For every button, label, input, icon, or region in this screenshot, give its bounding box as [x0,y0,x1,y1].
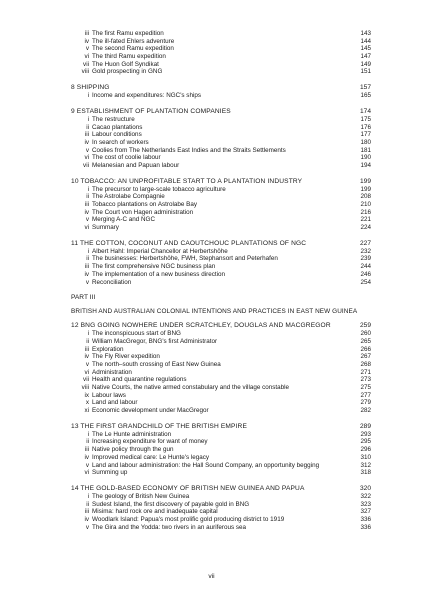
section-title: Land and labour [92,399,138,407]
toc-entry [71,154,371,162]
spacer [71,415,371,423]
toc-entry [71,516,371,524]
section-title: The Le Hunte administration [92,430,172,438]
section-title: Melanesian and Papuan labour [92,161,180,169]
section-numeral: iv [84,515,89,523]
section-title: Summary [92,224,119,232]
page-ref: 194 [360,161,371,169]
toc-entry [71,399,371,407]
section-title: Labour laws [92,391,126,399]
page-ref: 175 [360,115,371,123]
toc-entry [71,279,371,287]
page-ref: 181 [360,146,371,154]
section-title: Labour conditions [92,131,142,139]
section-numeral: iii [84,345,89,353]
section-title: The Fly River expedition [92,353,160,361]
toc-entry [71,330,371,338]
page-ref: 165 [360,92,371,100]
section-numeral: iv [84,208,89,216]
section-numeral: i [87,492,89,500]
chapter-heading [71,240,371,248]
toc-entry [71,255,371,263]
toc-entry [71,68,371,76]
page-ref: 266 [360,345,371,353]
page-ref: 254 [360,278,371,286]
section-numeral: iii [84,508,89,516]
toc-entry [71,209,371,217]
toc-entry [71,446,371,454]
toc-entry [71,462,371,470]
spacer [71,100,371,108]
chapter-title: 9 ESTABLISHMENT OF PLANTATION COMPANIES [71,107,231,115]
section-title: The Huon Golf Syndikat [92,60,159,68]
spacer [71,76,371,84]
page-ref: 157 [359,84,371,92]
section-numeral: v [85,461,89,469]
section-title: Gold prospecting in GNG [92,68,163,76]
chapter-heading [71,423,371,431]
section-numeral: iv [84,353,89,361]
section-title: Land and labour administration: the Hall Sound Company, an opportunity begging [92,461,320,469]
section-title: Misima: hard rock ore and inadequate capital [92,508,218,516]
section-numeral: ii [86,123,89,131]
section-title: The first Ramu expedition [92,30,164,37]
section-numeral: x [85,399,89,407]
toc-entry [71,216,371,224]
page-ref: 227 [359,239,371,247]
part-subtitle: BRITISH AND AUSTRALIAN COLONIAL INTENTIONS AND PRACTICES IN EAST NEW GUINEA [71,308,358,316]
page-ref: 260 [360,330,371,338]
section-title: Native Courts, the native armed constabulary and the village constable [92,384,290,391]
section-title: Reconciliation [92,278,132,286]
section-title: The inconspicuous start of BNG [92,330,181,338]
toc-entry [71,376,371,384]
chapter-title: 14 THE GOLD-BASED ECONOMY OF BRITISH NEW GUINEA AND PAPUA [71,484,305,492]
section-numeral: iv [84,37,89,45]
toc-entry [71,431,371,439]
section-title: Coolies from The Netherlands East Indies and the Straits Settlements [92,146,286,154]
section-numeral: iv [84,270,89,278]
section-title: The Court von Hagen administration [92,208,194,216]
page-number: vii [208,573,215,580]
section-numeral: iii [84,30,89,37]
section-title: Albert Hahl: Imperial Chancellor at Herbertshöhe [92,247,228,255]
toc-entry [71,53,371,61]
toc-entry [71,139,371,147]
section-title: Merging A-C and NGC [92,216,155,224]
page-ref: 265 [360,337,371,345]
toc-entry [71,361,371,369]
page-ref: 323 [360,500,371,508]
page-ref: 295 [360,438,371,446]
section-numeral: i [87,115,89,123]
part-heading: PART III [71,294,96,302]
page-ref: 143 [360,30,371,37]
section-title: The second Ramu expedition [92,45,174,53]
section-title: The businesses: Herbertshöhe, FWH, Stephansort and Peterhafen [92,255,278,263]
page-ref: 244 [360,263,371,271]
section-title: The north–south crossing of East New Guinea [92,360,221,368]
section-numeral: vii [83,161,89,169]
toc-entry [71,353,371,361]
section-numeral: i [87,247,89,255]
section-numeral: v [85,278,89,286]
section-numeral: i [87,185,89,193]
section-title: Administration [92,368,132,376]
page-ref: 221 [360,216,371,224]
page-ref: 180 [360,138,371,146]
section-title: Woodlark Island: Papua's most prolific gold producing district to 1919 [92,515,285,523]
toc-entry [71,147,371,155]
toc-entry [71,131,371,139]
section-numeral: iii [84,201,89,208]
section-title: William MacGregor, BNG's first Administrator [92,337,218,345]
page-ref: 145 [360,45,371,53]
section-title: Sudest Island, the first discovery of payable gold in BNG [92,500,250,508]
spacer [71,286,371,294]
toc-entry [71,493,371,501]
chapter-title: 11 THE COTTON, COCONUT AND CAOUTCHOUC PLANTATIONS OF NGC [71,239,307,247]
page-ref: 239 [360,255,371,263]
page-ref: 296 [360,446,371,454]
page-ref: 293 [360,430,371,438]
section-numeral: v [85,360,89,368]
section-title: Native policy through the gun [92,446,174,454]
toc-entry [71,524,371,532]
chapter-heading [71,178,371,186]
section-title: Tobacco plantations on Astrolabe Bay [92,201,198,208]
page-ref: 216 [360,208,371,216]
section-numeral: vii [83,60,89,68]
section-title: In search of workers [92,138,149,146]
chapter-title: 10 TOBACCO: AN UNPROFITABLE START TO A PLANTATION INDUSTRY [71,177,303,185]
section-title: The third Ramu expedition [92,53,166,61]
section-numeral: i [87,430,89,438]
toc-entry [71,224,371,232]
page-ref: 176 [360,123,371,131]
section-numeral: vi [84,154,89,162]
toc-entry [71,454,371,462]
page-ref: 322 [360,492,371,500]
section-numeral: iv [84,138,89,146]
section-title: The cost of coolie labour [92,154,161,162]
toc-entry [71,501,371,509]
section-title: The Astrolabe Compagnie [92,193,165,201]
toc-entry [71,346,371,354]
toc-entry [71,116,371,124]
page-ref: 327 [360,508,371,516]
section-title: The geology of British New Guinea [92,492,190,500]
section-numeral: ii [86,193,89,201]
page-ref: 320 [359,484,371,492]
section-numeral: vi [84,368,89,376]
section-numeral: vi [84,469,89,477]
page-ref: 144 [360,37,371,45]
section-numeral: ii [86,438,89,446]
page-ref: 232 [360,247,371,255]
section-numeral: iv [84,453,89,461]
toc-entry [71,30,371,38]
section-title: Economic development under MacGregor [92,407,209,415]
page-ref: 174 [359,107,371,115]
spacer [71,477,371,485]
page-ref: 310 [360,453,371,461]
toc-entry [71,193,371,201]
chapter-heading [71,84,371,92]
page-ref: 259 [359,322,371,330]
chapter-title: 12 BNG GOING NOWHERE UNDER SCRATCHLEY, DOUGLAS AND MACGREGOR [71,322,331,330]
chapter-heading [71,485,371,493]
chapter-heading [71,322,371,330]
chapter-heading [71,108,371,116]
section-numeral: i [87,92,89,100]
page-ref: 177 [360,131,371,139]
section-numeral: i [87,330,89,338]
toc-entry [71,124,371,132]
toc-entry [71,407,371,415]
table-of-contents [71,30,371,531]
page-ref: 268 [360,360,371,368]
toc-entry [71,248,371,256]
spacer [71,170,371,178]
section-numeral: viii [81,384,89,391]
section-numeral: ii [86,500,89,508]
section-title: Increasing expenditure for want of money [92,438,208,446]
section-numeral: ii [86,255,89,263]
toc-entry [71,392,371,400]
page-ref: 289 [359,422,371,430]
toc-entry [71,38,371,46]
toc-entry [71,338,371,346]
page-ref: 246 [360,270,371,278]
page-ref: 224 [360,224,371,232]
section-numeral: ix [84,391,89,399]
section-title: Health and quarantine regulations [92,376,187,384]
spacer [71,232,371,240]
section-numeral: xi [84,407,89,415]
section-numeral: v [85,523,89,531]
toc-entry [71,438,371,446]
toc-entry [71,263,371,271]
page-ref: 267 [360,353,371,361]
page-ref: 336 [360,515,371,523]
section-numeral: vii [83,376,89,384]
page-ref: 151 [360,68,371,76]
page-ref: 190 [360,154,371,162]
section-numeral: ii [86,337,89,345]
page-ref: 277 [360,391,371,399]
section-numeral: iii [84,263,89,271]
toc-entry [71,45,371,53]
section-title: Summing up [92,469,128,477]
page-ref: 210 [360,201,371,208]
page-ref: 318 [360,469,371,477]
page-ref: 199 [360,185,371,193]
toc-entry [71,508,371,516]
toc-entry [71,384,371,392]
section-title: The ill-fated Ehlers adventure [92,37,175,45]
page-ref: 275 [360,384,371,391]
page-ref: 336 [360,523,371,531]
section-title: Cacao plantations [92,123,143,131]
chapter-title: 13 THE FIRST GRANDCHILD OF THE BRITISH EMPIRE [71,422,248,430]
section-title: Improved medical care: Le Hunte's legacy [92,453,210,461]
toc-entry [71,271,371,279]
section-numeral: v [85,45,89,53]
page-ref: 208 [360,193,371,201]
page-ref: 273 [360,376,371,384]
section-numeral: viii [81,68,89,76]
chapter-title: 8 SHIPPING [71,84,110,92]
section-title: The first comprehensive NGC business plan [92,263,216,271]
section-numeral: v [85,146,89,154]
section-numeral: iii [84,446,89,454]
page-ref: 149 [360,60,371,68]
toc-entry [71,186,371,194]
section-title: Income and expenditures: NGC's ships [92,92,202,100]
page-ref: 199 [359,177,371,185]
section-numeral: vi [84,224,89,232]
section-numeral: iii [84,131,89,139]
section-title: The restructure [92,115,135,123]
page-ref: 147 [360,53,371,61]
section-title: The Gira and the Yodda: two rivers in an auriferous sea [92,523,247,531]
page-ref: 312 [360,461,371,469]
section-title: The implementation of a new business direction [92,270,226,278]
page-ref: 279 [360,399,371,407]
toc-entry [71,469,371,477]
toc-entry [71,162,371,170]
section-numeral: vi [84,53,89,61]
section-title: The precursor to large-scale tobacco agriculture [92,185,226,193]
toc-entry [71,201,371,209]
section-title: Exploration [92,345,124,353]
page-ref: 271 [360,368,371,376]
section-numeral: v [85,216,89,224]
toc-entry [71,61,371,69]
toc-entry [71,369,371,377]
toc-entry [71,92,371,100]
page-ref: 282 [360,407,371,415]
